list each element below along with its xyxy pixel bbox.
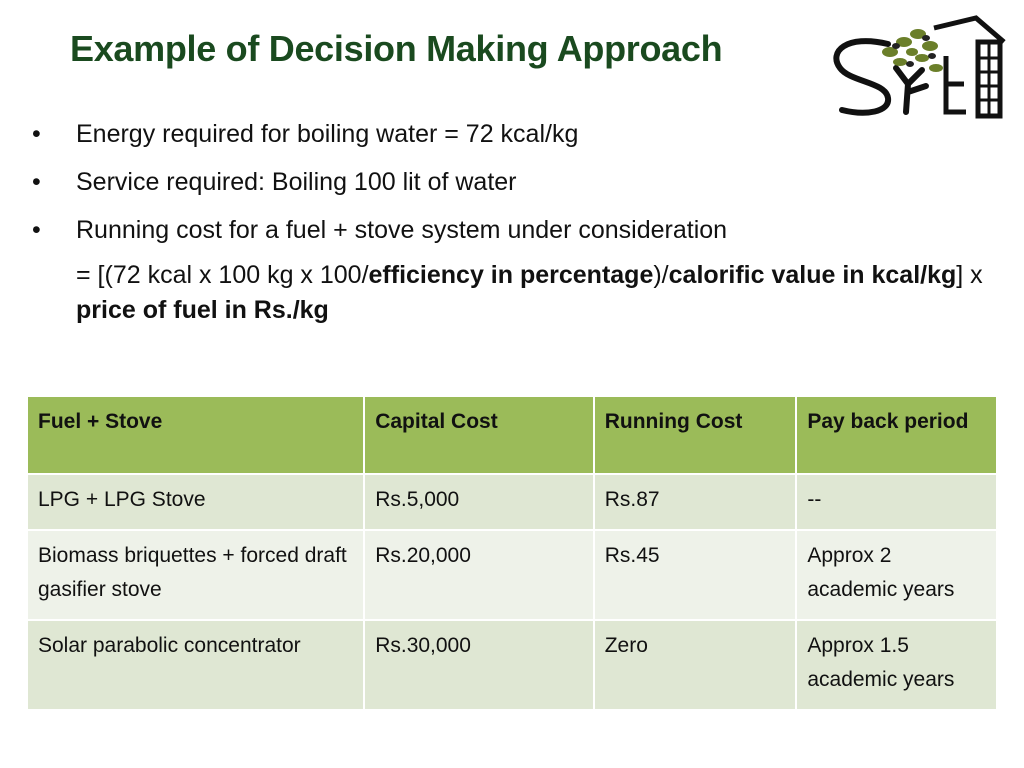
bullet-text: Service required: Boiling 100 lit of water xyxy=(76,168,517,196)
bullet-list xyxy=(32,110,1002,328)
header-payback-period: Pay back period xyxy=(796,396,997,474)
table-cell: Approx 1.5 academic years xyxy=(796,620,997,710)
header-running-cost: Running Cost xyxy=(594,396,797,474)
formula-calorific-value: calorific value in kcal/kg xyxy=(668,261,957,289)
table-cell: LPG + LPG Stove xyxy=(27,474,364,530)
slide-title: Example of Decision Making Approach xyxy=(70,28,723,69)
table-cell: Rs.30,000 xyxy=(364,620,594,710)
bullet-icon: • xyxy=(32,168,41,196)
table-row xyxy=(27,474,997,530)
table-cell: Rs.5,000 xyxy=(364,474,594,530)
header-capital-cost: Capital Cost xyxy=(364,396,594,474)
bullet-item xyxy=(32,110,1002,158)
bullet-text: Energy required for boiling water = 72 kcal/kg xyxy=(76,120,579,148)
table-cell: Solar parabolic concentrator xyxy=(27,620,364,710)
formula-text: ] x xyxy=(956,261,983,289)
table-row xyxy=(27,530,997,620)
bullet-text: Running cost for a fuel + stove system under consideration xyxy=(76,216,728,244)
formula-text: )/ xyxy=(653,261,669,289)
table-cell: Zero xyxy=(594,620,797,710)
header-fuel-stove: Fuel + Stove xyxy=(27,396,364,474)
formula-fuel-price: price of fuel in Rs./kg xyxy=(76,296,329,324)
table-header-row xyxy=(27,396,997,474)
table-cell: Rs.87 xyxy=(594,474,797,530)
bullet-icon: • xyxy=(32,120,41,148)
bullet-item xyxy=(32,206,1002,254)
table-cell: Approx 2 academic years xyxy=(796,530,997,620)
comparison-table xyxy=(26,395,998,711)
bullet-icon: • xyxy=(32,216,41,244)
bullet-item xyxy=(32,158,1002,206)
table-row xyxy=(27,620,997,710)
table-cell: Rs.45 xyxy=(594,530,797,620)
formula-text: = [(72 kcal x 100 kg x 100/ xyxy=(76,261,369,289)
formula-efficiency: efficiency in percentage xyxy=(368,261,654,289)
table-cell: -- xyxy=(796,474,997,530)
table-cell: Biomass briquettes + forced draft gasifier stove xyxy=(27,530,364,620)
table-cell: Rs.20,000 xyxy=(364,530,594,620)
cost-formula xyxy=(32,258,1002,328)
tree-house-logo xyxy=(826,12,1006,122)
